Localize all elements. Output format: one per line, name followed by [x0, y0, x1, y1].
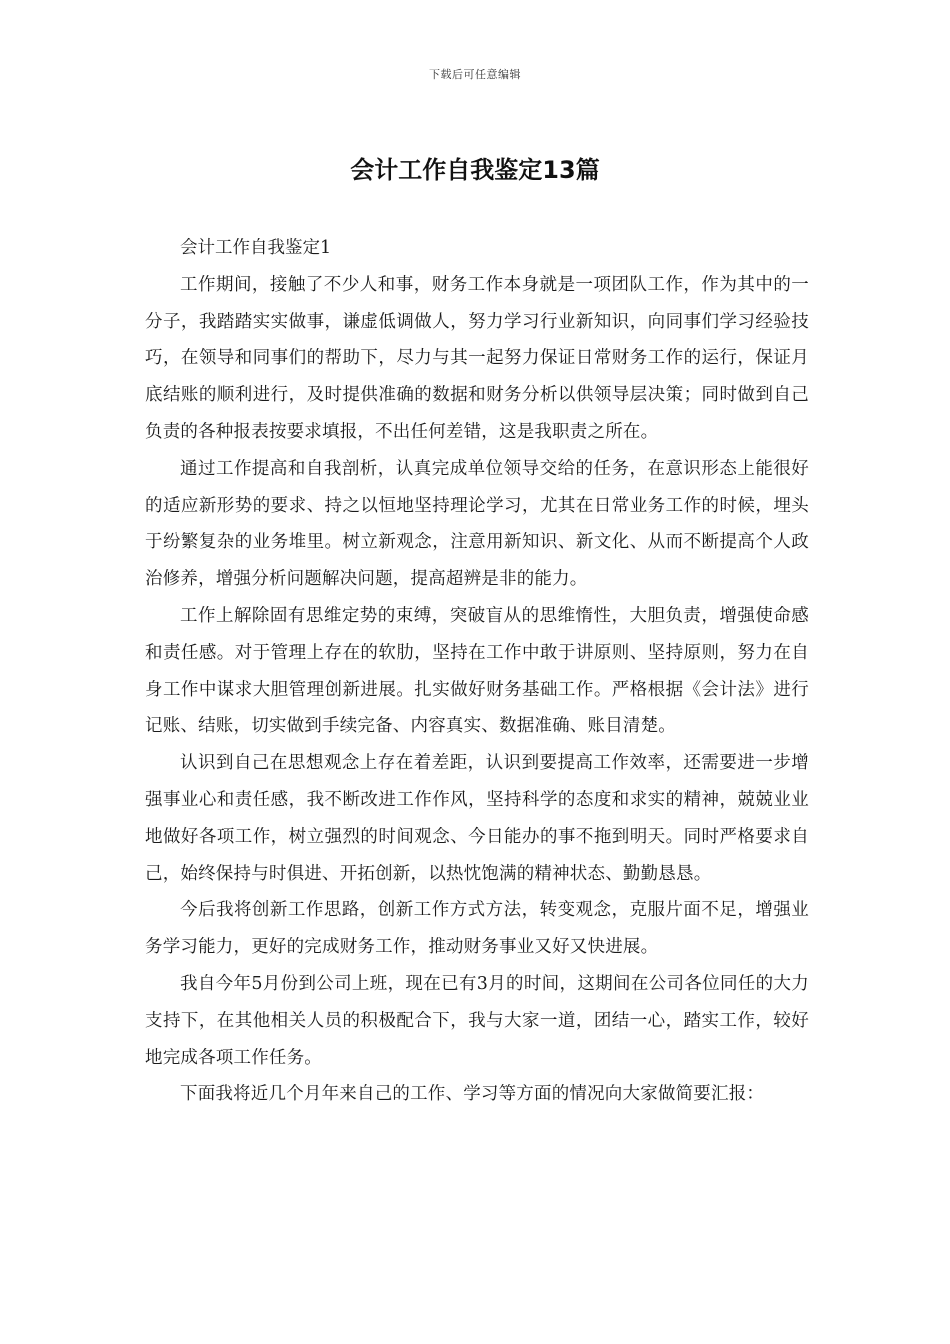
- paragraph: 下面我将近几个月年来自己的工作、学习等方面的情况向大家做简要汇报：: [180, 1084, 765, 1105]
- paragraph: 工作上解除固有思维定势的束缚，突破盲从的思维惰性，大胆负责，增强使命感和责任感。对于管理上存在的软肋，坚持在工作中敢于讲原则、坚持原则，努力在自身工作中谋求大胆管理创新进展。扎实做好财务基础工作。严格根据《会计法》进行记账、结账，切实做到手续完备、内容真实、数据准确、账目清楚。: [145, 605, 809, 737]
- paragraph: 通过工作提高和自我剖析，认真完成单位领导交给的任务，在意识形态上能很好的适应新形势的要求、持之以恒地坚持理论学习，尤其在日常业务工作的时候，埋头于纷繁复杂的业务堆里。树立新观念，注意用新知识、新文化、从而不断提高个人政治修养，增强分析问题解决问题，提高超辨是非的能力。: [145, 458, 809, 590]
- paragraph: 我自今年5月份到公司上班，现在已有3月的时间，这期间在公司各位同任的大力支持下，在其他相关人员的积极配合下，我与大家一道，团结一心，踏实工作，较好地完成各项工作任务。: [145, 973, 809, 1068]
- document-title: 会计工作自我鉴定13篇: [350, 156, 600, 184]
- paragraph: 今后我将创新工作思路，创新工作方式方法，转变观念，克服片面不足，增强业务学习能力，更好的完成财务工作，推动财务事业又好又快进展。: [145, 900, 809, 958]
- header-note: 下载后可任意编辑: [429, 68, 521, 81]
- section-heading: 会计工作自我鉴定1: [180, 238, 332, 258]
- paragraph: 工作期间，接触了不少人和事，财务工作本身就是一项团队工作，作为其中的一分子，我踏踏实实做事，谦虚低调做人，努力学习行业新知识，向同事们学习经验技巧，在领导和同事们的帮助下，尽力与其一起努力保证日常财务工作的运行，保证月底结账的顺利进行，及时提供准确的数据和财务分析以供领导层决策；同时做到自己负责的各种报表按要求填报，不出任何差错，这是我职责之所在。: [145, 274, 809, 442]
- paragraph: 认识到自己在思想观念上存在着差距，认识到要提高工作效率，还需要进一步增强事业心和责任感，我不断改进工作作风，坚持科学的态度和求实的精神，兢兢业业地做好各项工作，树立强烈的时间观念、今日能办的事不拖到明天。同时严格要求自己，始终保持与时俱进、开拓创新，以热忱饱满的精神状态、勤勤恳恳。: [145, 753, 809, 884]
- document-body: [145, 230, 809, 1113]
